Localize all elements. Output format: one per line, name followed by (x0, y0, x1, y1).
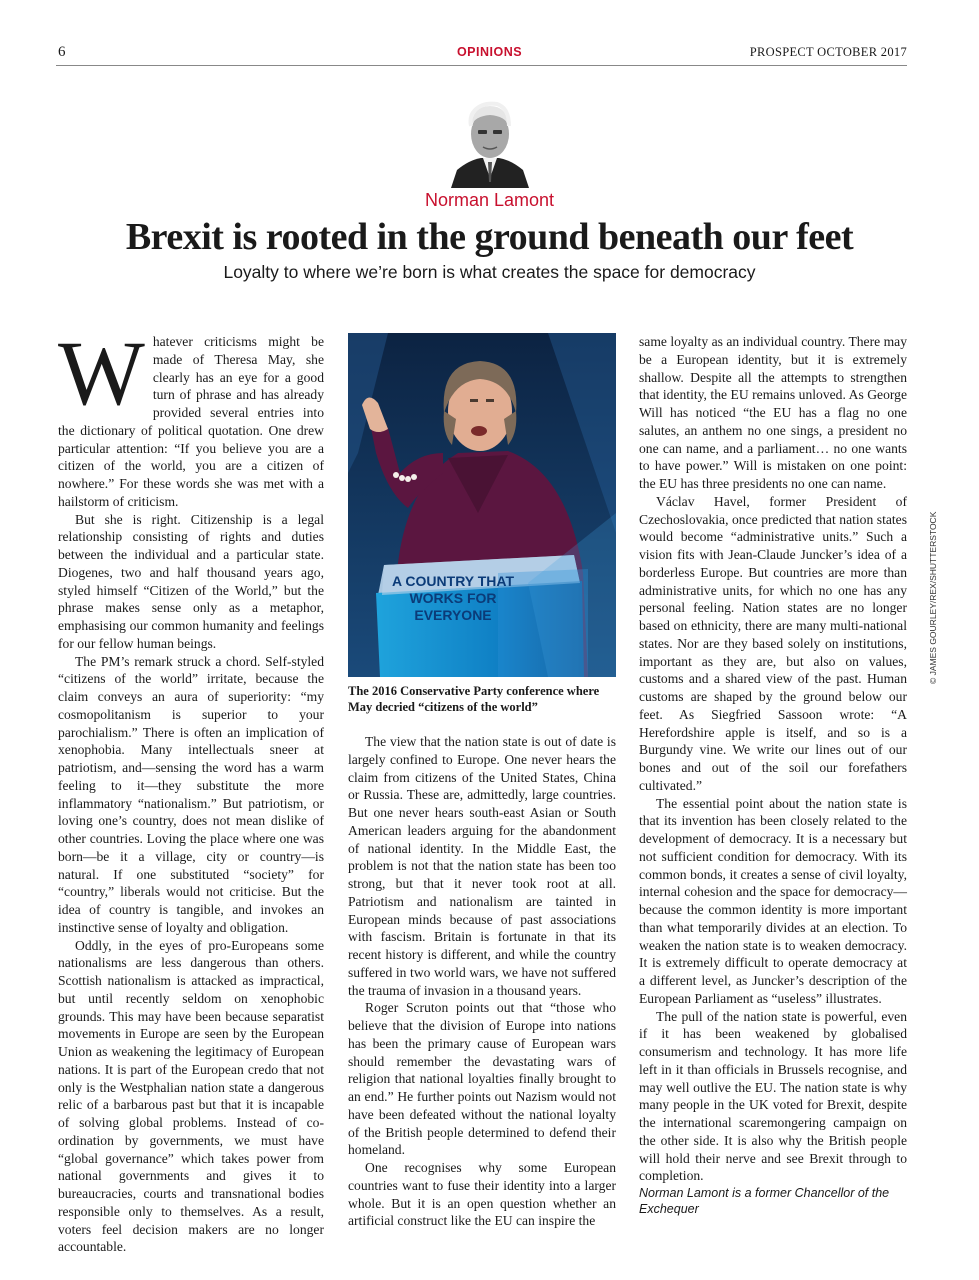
author-name: Norman Lamont (424, 190, 555, 210)
podium-slogan: A COUNTRY THAT WORKS FOR EVERYONE (391, 573, 515, 623)
column-1 (58, 322, 324, 1256)
photo-caption: The 2016 Conservative Party conference where May decried “citizens of the world” (348, 684, 600, 714)
paragraph-10: The pull of the nation state is powerful, even if it has been weakened by globalised consumerism and technology. It has more life left in it than officials in Brussels recognise, and may well outlive the EU. The nation state is why many people in the UK voted for Brexit, despite the international scaremongering campaign on the other side. It is also why the British people will hold their nerve and see Brexit through to completion. (639, 1008, 907, 1184)
header-rule (56, 65, 907, 66)
paragraph-2: But she is right. Citizenship is a legal relationship consisting of rights and duties between the individual and a particular state. Diogenes, two and half thousand years ago, styled himself “Citizen of the World,” but the phrase makes sense only as a metaphor, emphasising our common humanity and feelings for our fellow human beings. (58, 511, 324, 651)
paragraph-3: The PM’s remark struck a chord. Self-styled “citizens of the world” irritate, because the claim conveys an aura of superiority: “my cosmopolitanism is superior to your parochialism.” There is often an implication of xenophobia. Many intellectuals sneer at patriotism, and—sensing the word has a warm feeling to it—they substitute the more inflammatory “nationalism.” But patriotism, or loving one’s country, does not mean dislike of other countries. Loving the place where one was born—be it a village, city or country—is natural. If one substituted “society” for “country,” liberals would not criticise. But the idea of country is tangible, and invokes an instinctive sense of loyalty and obligation. (58, 653, 324, 935)
headline: Brexit is rooted in the ground beneath our feet (125, 216, 854, 258)
column-2 (348, 733, 616, 1230)
paragraph-8: Václav Havel, former President of Czechoslovakia, once predicted that nation states would become “administrative units.” Such a vision fits with Jean-Claude Juncker’s idea of a borderless Europe. But countries are more than administrative units, for which no one has any personal feeling. Nation states are no longer based on ethnicity, there are many multi-national states. Nor are they based solely on institutions, important as they are, but also on values, customs and a shared view of the past. Human customs are shaped by the ground below our feet. As Siegfried Sassoon wrote: “A Herefordshire apple is itself, and so is a Burgundy vine. We write our lines out of our bones and out of the soil our forefathers cultivated.” (639, 493, 907, 793)
paragraph-4: Oddly, in the eyes of pro-Europeans some nationalisms are less dangerous than others. Scottish nationalism is attacked as impractical, but until recently seldom on xenophobic grounds. This may have been because separatist movements in Europe are seen by the European Union as weakening the legitimacy of European nations. It is part of the European credo that not only is the Westphalian nation state a dangerous relic of a barbarous past but that it is incapable of solving global problems. Instead of co-ordination by governments, we must have “global governance” which takes power from national governments and gives it to bureaucracies, courts and transnational bodies responsible only to themselves. As a result, voters feel decision makers are no longer accountable. (58, 937, 324, 1255)
paragraph-7-continued: same loyalty as an individual country. There may be a European identity, but it is extremely shallow. Despite all the attempts to strengthen that identity, the EU remains unloved. As George Will has noticed “the EU has a flag no one salutes, an anthem no one sings, a president no one can name, and a parliament… no one wants to have power.” Will is mistaken on one point: the EU has three presidents no one can name. (639, 334, 907, 491)
paragraph-6: Roger Scruton points out that “those who believe that the division of Europe into nations has been the primary cause of European wars should remember the devastating wars of religion that national loyalties finally brought to an end.” He further points out Nazism would not have been defeated without the national loyalty of the British people determined to defend their homeland. (348, 1000, 616, 1158)
paragraph-5: The view that the nation state is out of date is largely confined to Europe. One never hears the claim from citizens of the United States, China or Russia. These are, admittedly, large countries. But one never hears south-east Asian or South American leaders arguing for the abandonment of national identity. In the Middle East, the problem is not that the nation state has been too strong, but that it never took root at all. Patriotism and nationalism are tainted in European minds because of past associations with fascism. Britain is fortunate in that its recent history is different, and while the country suffered in two world wars, we have not suffered the trauma of invasion in a thousand years. (348, 734, 616, 998)
standfirst: Loyalty to where we’re born is what creates the space for democracy (223, 262, 756, 282)
author-portrait (447, 96, 533, 188)
issue-label: PROSPECT OCTOBER 2017 (749, 45, 907, 59)
section-label: OPINIONS (456, 45, 523, 59)
conference-photo (348, 333, 616, 677)
author-bio: Norman Lamont is a former Chancellor of the Exchequer (639, 1186, 890, 1216)
page-number: 6 (58, 44, 66, 60)
paragraph-7: One recognises why some European countries want to fuse their identity into a larger whole. But it is an open question whether an artificial construct like the EU can inspire the (348, 1160, 616, 1229)
paragraph-9: The essential point about the nation state is that its invention has been closely related to the development of democracy. It is a necessary but not sufficient condition for democracy. With its common bonds, it creates a sense of civil loyalty, internal cohesion and the space for democracy—because the common identity is more important than what temporarily divides at an election. To weaken the nation state is to weaken democracy. It is extremely difficult to operate democracy at a different level, as Juncker’s description of the European Parliament as “useless” illustrates. (639, 795, 907, 1006)
paragraph-1-text: hatever criticisms might be made of Theresa May, she clearly has an eye for a good turn of phrase and has already provided several entries into the dictionary of political quotation. One drew particular attention: “If you believe you are a citizen of the world, you are a citizen of nowhere.” For these words she was met with a hailstorm of criticism. (58, 334, 324, 509)
column-3 (639, 333, 907, 1217)
photo-credit: © JAMES GOURLEY/REX/SHUTTERSTOCK (928, 511, 938, 684)
paragraph-1 (58, 322, 324, 511)
article-photo (348, 333, 616, 677)
drop-cap: W (58, 322, 145, 424)
